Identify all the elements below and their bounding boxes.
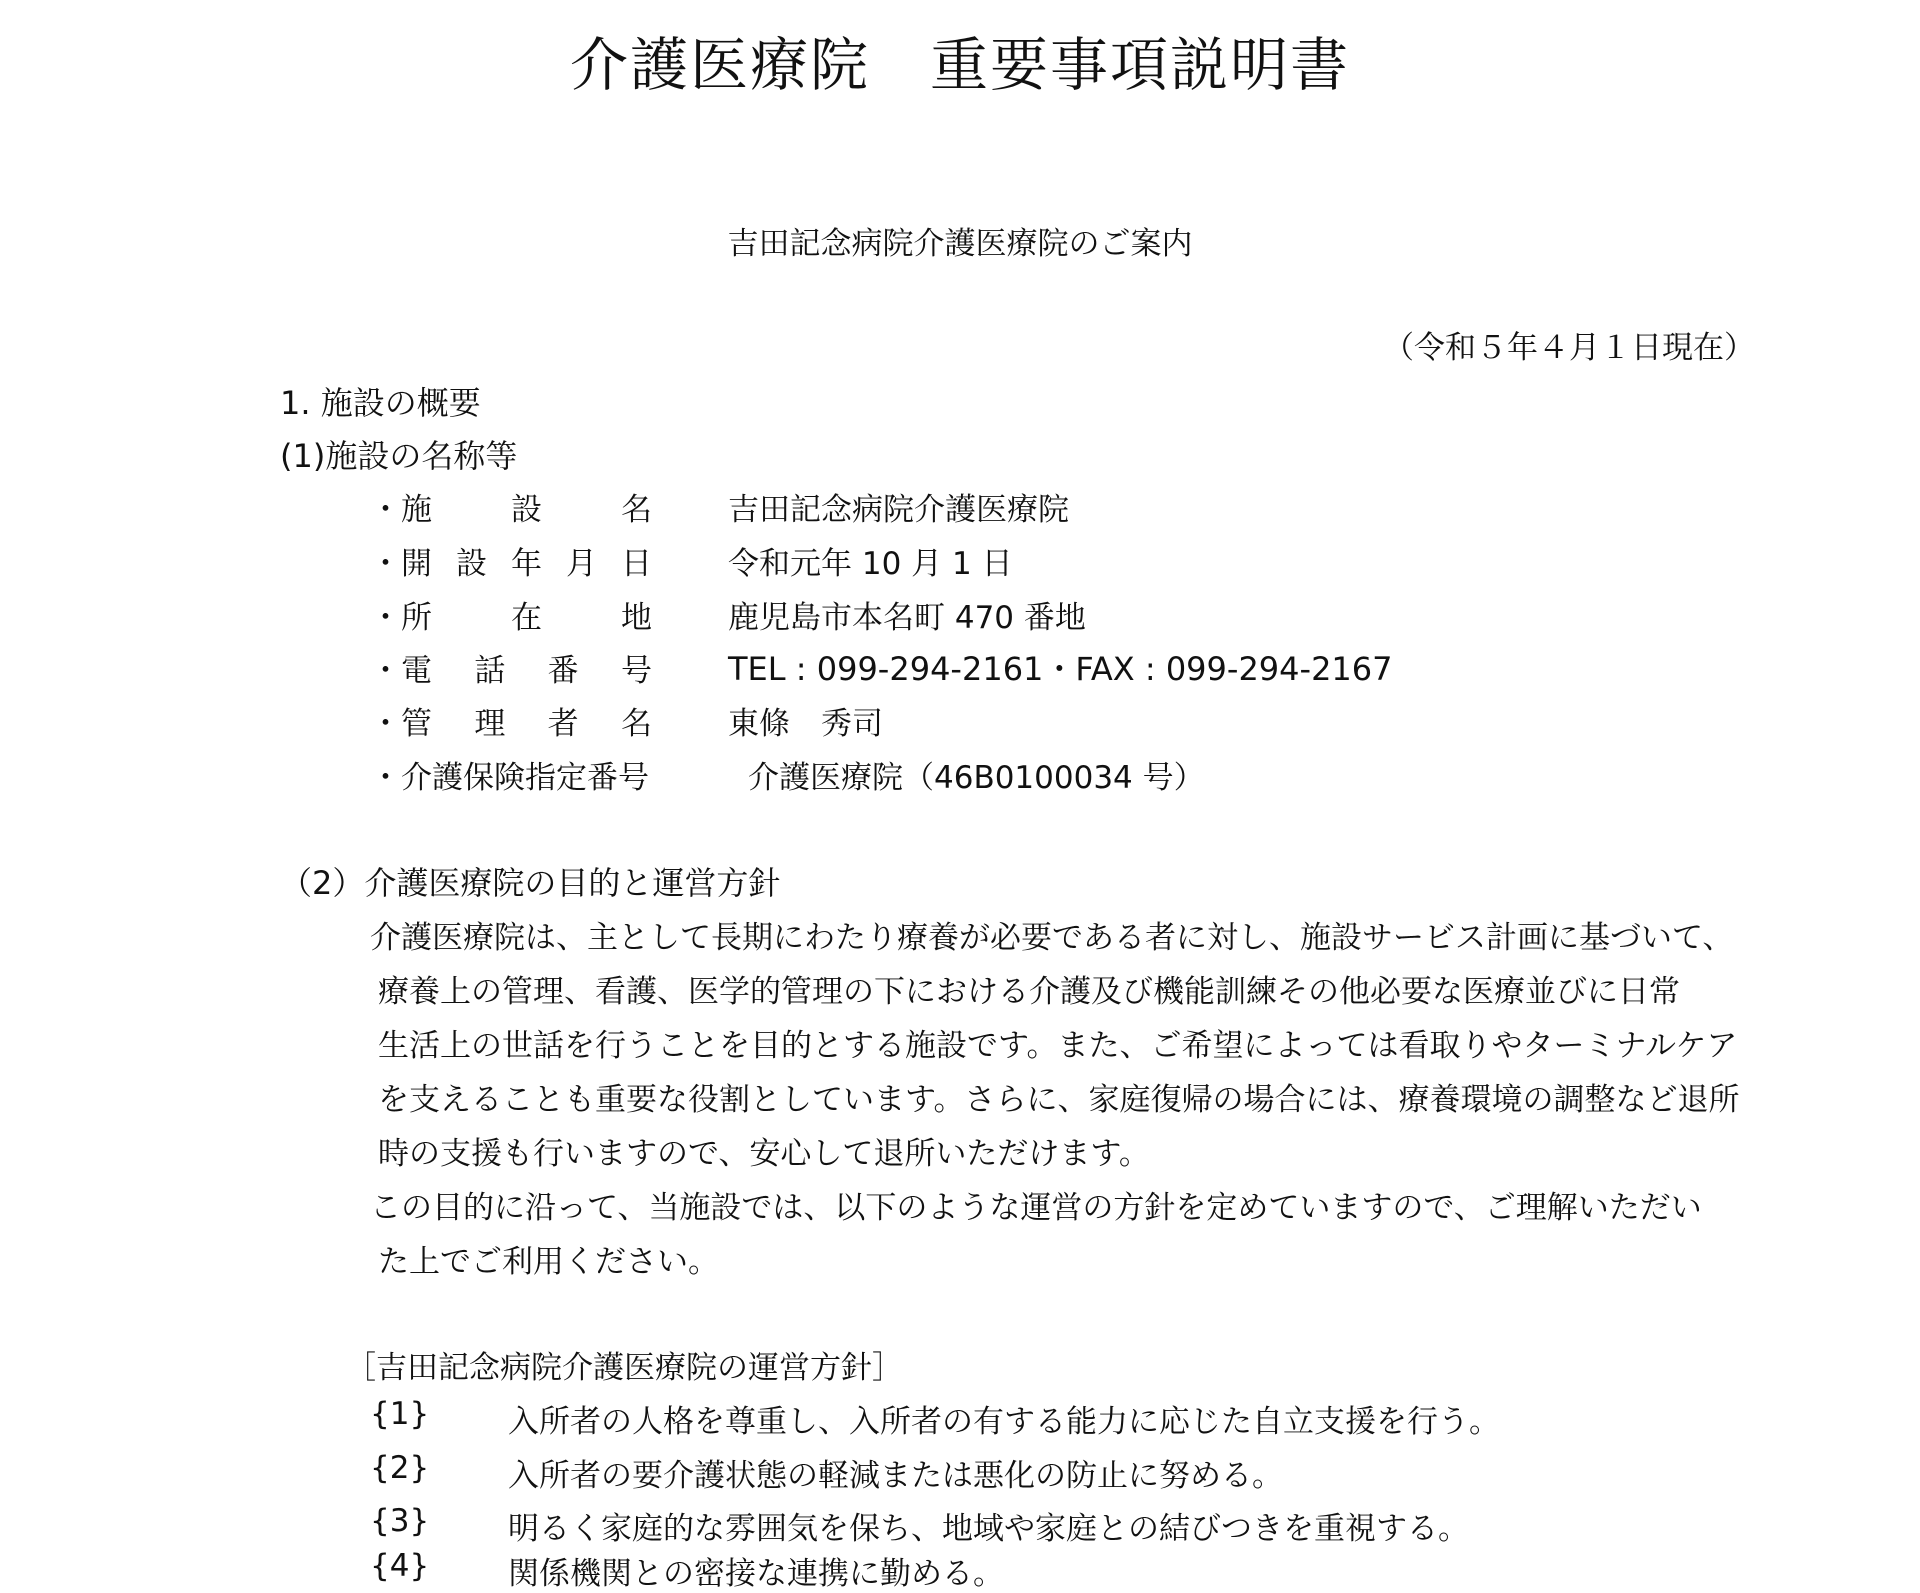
as-of-date: （令和５年４月１日現在） (1383, 330, 1755, 366)
policy-number: {4} (370, 1548, 430, 1584)
opening-date-label: ・開 設 年 月 日 (370, 546, 652, 582)
address-label: ・所 在 地 (370, 600, 652, 636)
facility-name-label: ・施 設 名 (370, 492, 652, 528)
policy-text: 入所者の人格を尊重し、入所者の有する能力に応じた自立支援を行う。 (508, 1404, 1500, 1440)
subsection-heading-1: (1)施設の名称等 (280, 437, 518, 475)
policy-heading: ［吉田記念病院介護医療院の運営方針］ (345, 1350, 903, 1386)
policy-text: 関係機関との密接な連携に勤める。 (508, 1556, 1004, 1592)
purpose-line: 療養上の管理、看護、医学的管理の下における介護及び機能訓練その他必要な医療並びに日常 (378, 974, 1680, 1010)
policy-text: 入所者の要介護状態の軽減または悪化の防止に努める。 (508, 1458, 1283, 1494)
policy-number: {3} (370, 1503, 430, 1539)
manager-value: 東條 秀司 (728, 706, 883, 742)
insurance-number-label: ・介護保険指定番号 (370, 760, 649, 796)
policy-intro-line: た上でご利用ください。 (378, 1244, 719, 1280)
phone-label: ・電 話 番 号 (370, 653, 652, 689)
purpose-line: 生活上の世話を行うことを目的とする施設です。また、ご希望によっては看取りやターミナルケア (378, 1028, 1738, 1064)
subsection-heading-2: （2）介護医療院の目的と運営方針 (280, 864, 781, 902)
manager-label: ・管 理 者 名 (370, 706, 652, 742)
policy-number: {2} (370, 1450, 430, 1486)
phone-value: TEL : 099-294-2161・FAX : 099-294-2167 (728, 650, 1393, 688)
purpose-line: 介護医療院は、主として長期にわたり療養が必要である者に対し、施設サービス計画に基づいて、 (370, 920, 1734, 956)
opening-date-value: 令和元年 10 月 1 日 (728, 546, 1013, 582)
section-heading: 1. 施設の概要 (280, 384, 481, 422)
document-subtitle: 吉田記念病院介護医療院のご案内 (727, 226, 1193, 262)
address-value: 鹿児島市本名町 470 番地 (728, 600, 1086, 636)
purpose-line: を支えることも重要な役割としています。さらに、家庭復帰の場合には、療養環境の調整など退所 (378, 1082, 1740, 1118)
policy-intro-line: この目的に沿って、当施設では、以下のような運営の方針を定めていますので、ご理解いただい (370, 1190, 1702, 1226)
policy-text: 明るく家庭的な雰囲気を保ち、地域や家庭との結びつきを重視する。 (508, 1511, 1469, 1547)
purpose-line: 時の支援も行いますので、安心して退所いただけます。 (378, 1136, 1150, 1172)
document-title: 介護医療院 重要事項説明書 (569, 31, 1350, 99)
insurance-number-value: 介護医療院（46B0100034 号） (748, 760, 1205, 796)
policy-number: {1} (370, 1396, 430, 1432)
facility-name-value: 吉田記念病院介護医療院 (728, 492, 1069, 528)
